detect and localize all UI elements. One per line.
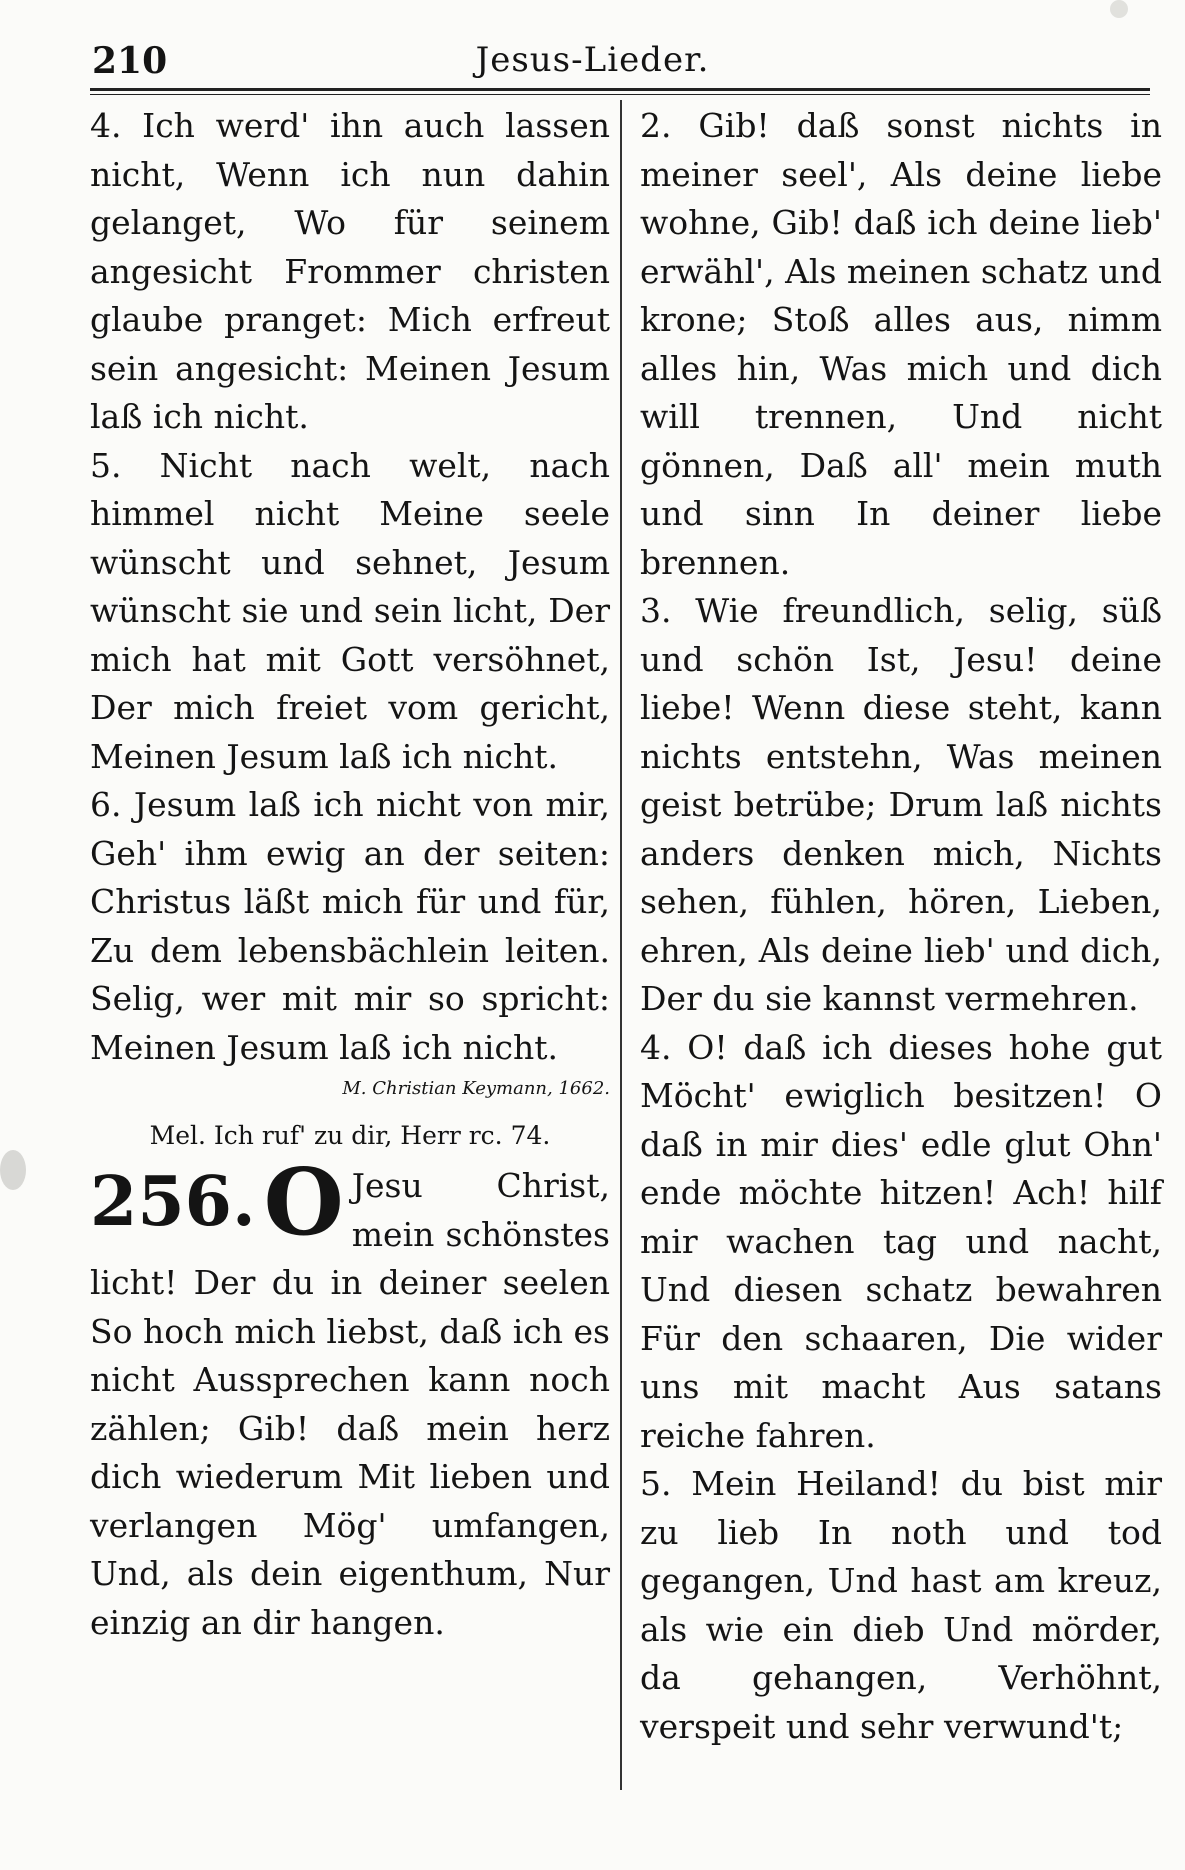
paper-stain <box>0 1150 26 1190</box>
running-title: Jesus-Lieder. <box>475 40 710 80</box>
hymn-256 <box>90 1148 610 1647</box>
right-column <box>640 102 1162 1751</box>
hymn-number: 256. <box>90 1162 256 1242</box>
verse-4-left: 4. Ich werd' ihn auch lassen nicht, Wenn ich nun dahin gelanget, Wo für seinem angesicht Frommer christen glaube pranget: Mich erfreut sein angesicht: Meinen Jesum laß ich nicht. <box>90 106 610 436</box>
author-attribution: M. Christian Keymann, 1662. <box>342 1078 610 1099</box>
paper-stain <box>1110 0 1128 18</box>
header-rule <box>90 88 1150 95</box>
page-number: 210 <box>92 40 168 82</box>
left-column <box>90 102 610 1647</box>
verse-5-left: 5. Nicht nach welt, nach himmel nicht Meine seele wünscht und sehnet, Jesum wünscht sie und sein licht, Der mich hat mit Gott versöhnet, Der mich freiet vom gericht, Meinen Jesum laß ich nicht. <box>90 445 610 776</box>
verse-2-right: 2. Gib! daß sonst nichts in meiner seel', Als deine liebe wohne, Gib! daß ich deine lieb' erwähl', Als meinen schatz und krone; Stoß alles aus, nimm alles hin, Was mich und dich will trennen, Und nicht gönnen, Daß all' mein muth und sinn In deiner liebe brennen. <box>640 106 1162 582</box>
drop-cap: O <box>263 1148 344 1256</box>
page-header <box>0 28 1185 88</box>
column-divider <box>620 100 622 1790</box>
verse-3-right: 3. Wie freundlich, selig, süß und schön Ist, Jesu! deine liebe! Wenn diese steht, kann nichts entstehn, Was meinen geist betrübe; Drum laß nichts anders denken mich, Nichts sehen, fühlen, hören, Lieben, ehren, Als deine lieb' und dich, Der du sie kannst vermehren. <box>640 591 1162 1018</box>
hymn-256-verse-1: Jesu Christ, mein schönstes licht! Der du in deiner seelen So hoch mich liebst, daß ich es nicht Aussprechen kann noch zählen; Gib! daß mein herz dich wiederum Mit lieben und verlangen Mög' umfangen, Und, als dein eigenthum, Nur einzig an dir hangen. <box>90 1166 610 1642</box>
verse-5-right: 5. Mein Heiland! du bist mir zu lieb In noth und tod gegangen, Und hast am kreuz, als wie ein dieb Und mörder, da gehangen, Verhöhnt, verspeit und sehr verwund't; <box>640 1464 1162 1746</box>
verse-4-right: 4. O! daß ich dieses hohe gut Möcht' ewiglich besitzen! O daß in mir dies' edle glut Ohn' ende möchte hitzen! Ach! hilf mir wachen tag und nacht, Und diesen schatz bewahren Für den schaaren, Die wider uns mit macht Aus satans reiche fahren. <box>640 1027 1162 1455</box>
verse-6-left: 6. Jesum laß ich nicht von mir, Geh' ihm ewig an der seiten: Christus läßt mich für und für, Zu dem lebensbächlein leiten. Selig, wer mit mir so spricht: Meinen Jesum laß ich nicht. <box>90 785 610 1067</box>
melody-line: Mel. Ich ruf' zu dir, Herr rc. 74. <box>149 1121 551 1150</box>
